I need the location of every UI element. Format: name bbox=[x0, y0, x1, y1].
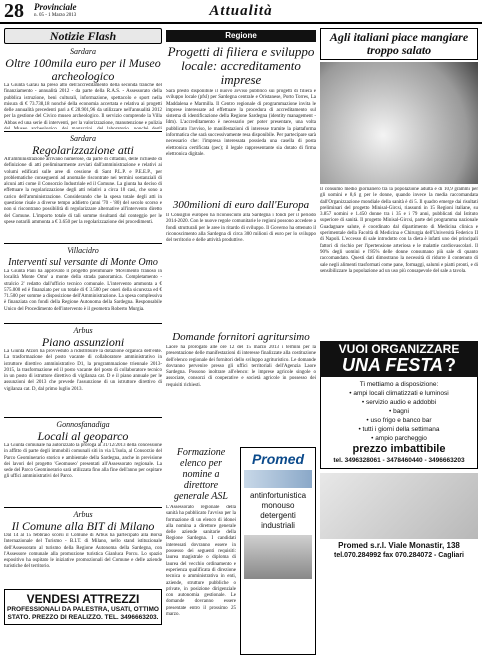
section-title: Attualità bbox=[209, 3, 273, 19]
article-text: Il Consiglio europeo ha riconosciuto alla Sardegna i fondi per il periodo 2014-2020. Con le nuove regole comunitarie le regioni possono accedere a fondi strutturali per le aree in ritardo di sviluppo. Il Governo ha ottenuto il riconoscimento alla Sardegna di circa 300 milioni di euro per lo sviluppo del territorio e delle attività produttive. bbox=[166, 213, 316, 244]
salt-title: Agli italiani piace mangiare troppo salato bbox=[329, 30, 469, 57]
festa-line: • ampio parcheggio bbox=[371, 435, 427, 442]
festa-phone: tel. 3496328061 - 3478460440 - 3496663203 bbox=[333, 457, 465, 464]
festa-line: Ti mettiamo a disposizione: bbox=[359, 381, 439, 388]
item-title: Il Comune alla BIT di Milano bbox=[11, 519, 155, 533]
product-image bbox=[244, 470, 312, 488]
item-place: Arbus bbox=[73, 510, 93, 519]
promed-line: detergenti bbox=[260, 511, 296, 520]
item-text: La Giunta Garau ha preso atto dell'accreditamento della seconda tranche del finanziamento - annualità 2012 - da parte della R.A.S. - Assessorato della pubblica istruzione, beni culturali, informazione, spettacolo e sport nella misura di € 73.738,18 nonché della economia accertata e relativa ai progetti delle annualità precedenti pari a € 28.901,96 da utilizzare nell'annualità 2012 per la gestione del Civico museo archeologico. Il servizio comprende la Villa Abbas ed una serie di interventi, per la valorizzazione, manutenzione e pulizia bbox=[4, 83, 162, 126]
divider bbox=[4, 323, 162, 324]
item-text: La Giunta comunale ha autorizzato la proroga al 31/12/2013 della concessione in affitto di parte degli immobili comunali siti in via L'Isola, al Consorzio del Parco Geominerario storico e ambientale della Sardegna, anche in previsione dei lavori del progetto 'Geomuseo' presentati all'Assessorato regionale. La sede del Parco Geominerario sarà utilizzata fino alla fine dell'anno per ospitare gli uffici amministrativi del Parco. bbox=[4, 443, 162, 480]
festa-price: prezzo imbattibile bbox=[352, 443, 446, 455]
divider bbox=[4, 131, 162, 132]
item-text: La Giunta Pani ha approvato il progetto preliminare 'Movimento franoso in località Monte Omo' a monte della strada panoramica. Completamento - stralcio 2' redatto dall'ufficio tecnico comunale. L'intervento ammonta a € 575.000 ed è finanziato per un totale di € 3.500 per oneri della sicurezza ed € 71.500 per somme a disposizione dell'Amministrazione. La spesa complessiva è finanziata con fondi della Regione Autonoma della Sardegna. Responsabile Unico del Procedimento dell'intervento è il geometra Roberto Murgia. bbox=[4, 269, 162, 312]
asl-text: L'Assessorato regionale della sanità ha pubblicato l'avviso per la formazione di un elenco di idonei alla nomina a direttore generale delle aziende sanitarie della Regione Sardegna. I candidati interessati dovranno essere in possesso dei seguenti requisiti: laurea magistrale o diploma di laurea del vecchio ordinamento e esperienza qualificata di direzione tecnica o amministrativa in enti, aziende, strutture pubbliche o private, in posizione dirigenziale con autonomia gestionale. Le domande dovranno essere presentate entro il prossimo 25 marzo. bbox=[166, 505, 236, 618]
festa-title-3: ? bbox=[445, 355, 456, 375]
festa-title-2: UNA FESTA bbox=[342, 355, 443, 375]
item-title: Interventi sul versante di Monte Omo bbox=[8, 257, 158, 268]
festa-headline bbox=[322, 355, 476, 375]
asl-box bbox=[166, 447, 236, 655]
news-item bbox=[4, 47, 162, 129]
festa-line: • uso frigo e banco bar bbox=[366, 417, 432, 424]
promed-phone: tel.070.284992 fax 070.284072 - Cagliari bbox=[334, 552, 464, 559]
item-place: Sardara bbox=[70, 47, 96, 56]
divider bbox=[4, 417, 162, 418]
festa-line: • ampi locali climatizzati e luminosi bbox=[349, 390, 449, 397]
news-item bbox=[4, 420, 162, 505]
item-text: Dal 14 al 15 febbraio scorsi il Comune di Arbus ha partecipato alla Borsa Internazionale del Turismo - B.I.T. di Milano, nello stand istituzionale dell'Assessorato al turismo della Regione Autonoma della Sardegna, con l'Assessore comunale alla promozione turistica Gianluca Porcu. Lo spazio espositivo ha ospitato le iniziative promozionali del Comune e delle aziende turistiche del territorio. bbox=[4, 533, 162, 570]
article-title: 300milioni di euro dall'Europa bbox=[172, 199, 310, 211]
bottom-row bbox=[166, 447, 316, 655]
festa-line: • bagni bbox=[389, 408, 409, 415]
middle-column bbox=[166, 30, 316, 654]
promed-ad bbox=[240, 447, 316, 655]
promed-line: industriali bbox=[261, 521, 295, 530]
promed-line: antinfortunistica bbox=[249, 491, 307, 500]
festa-line: • tutti i giorni della settimana bbox=[358, 426, 440, 433]
salt-title-box bbox=[320, 28, 478, 60]
right-column bbox=[320, 28, 478, 654]
news-item bbox=[4, 246, 162, 321]
salt-shaker-photo bbox=[320, 62, 478, 184]
page-header bbox=[0, 0, 482, 22]
festa-title-1: VUOI ORGANIZZARE bbox=[338, 342, 460, 356]
promed-products-image bbox=[320, 473, 478, 539]
divider bbox=[4, 243, 162, 244]
festa-details bbox=[320, 377, 478, 469]
festa-line: • servizio audio e addobbi bbox=[361, 399, 437, 406]
item-title: Piano assunzioni bbox=[41, 335, 125, 349]
product-image bbox=[244, 535, 312, 579]
ad-title: VENDESI ATTREZZI bbox=[26, 592, 140, 606]
notizie-flash-banner: Notizie Flash bbox=[4, 28, 162, 44]
promed-logo: Promed bbox=[251, 451, 305, 467]
news-item bbox=[4, 510, 162, 585]
item-text: La Giunta Atzori ha provveduto a ridistribuire la dotazione organica dell'ente. La trasformazione del posto vacante di collaboratore amministrativo in istruttore direttivo amministrativo D1, la programmazione triennale 2013-2015, la trasformazione ed il posto vacante del posto di collaboratore tecnico in un posto di istruttore direttivo di vigilanza cat. D e il piano annuale per le assunzioni del 2013 che prevede l'assunzione di un istruttore direttivo di vigilanza cat. D, dal primo luglio 2013. bbox=[4, 349, 162, 392]
festa-ad bbox=[320, 341, 478, 377]
article-title: Progetti di filiera e sviluppo locale: accreditamento imprese bbox=[167, 44, 315, 87]
item-title: Locali al geoparco bbox=[37, 429, 129, 443]
ad-text: PROFESSIONALI DA PALESTRA, USATI, OTTIMO STATO. PREZZO DI REALIZZO. TEL. 3496663203. bbox=[7, 606, 159, 621]
item-place: Sardara bbox=[70, 134, 96, 143]
item-title: Oltre 100mila euro per il Museo archeologico bbox=[5, 56, 161, 83]
promed-line: monouso bbox=[261, 501, 295, 510]
article-title: Domande fornitori agritursimo bbox=[172, 331, 310, 343]
item-place: Arbus bbox=[73, 326, 93, 335]
item-title: Regolarizzazione atti bbox=[32, 143, 134, 157]
promed-contact bbox=[320, 541, 478, 560]
news-item bbox=[4, 326, 162, 415]
left-column bbox=[4, 28, 162, 654]
item-text: All'amministrazione arrivano numerose, da parte di cittadini, delle richieste di definizione di atti preliminarmente avviati dall'amministrazione e relativi ai volumi edificati sulle aree di cessione di Sant P.L.P. e P.E.E.P., per problematiche conseguenti ad anomalie riscontrate nei termini sostanziali di alcuni atti come il Consorzio Industriale ed il Comune. La giunta ha deciso di effettuare la regolarizzazione degli atti relativi a circa 10 casi, che sono a carico dell'amministrazione. Considerando che la spesa totale degli atti in questione risale a diverse tempo addietro (anni '70 - '80) del secolo scorso e non si riscontrano possibilità di regolarizzare alternative all'intervento diretto del Comune. L'importo totale di tali somme risultanti dal conteggio per le spese notarili ammonta a € 3.650 per la regolarizzazione dei procedimenti. bbox=[4, 157, 162, 225]
newspaper-logo: Provinciale bbox=[34, 2, 77, 12]
divider bbox=[4, 507, 162, 508]
header-rule bbox=[0, 22, 482, 24]
issue-date: n. 05 - 1 Marzo 2013 bbox=[34, 13, 77, 18]
page-number: 28 bbox=[4, 0, 24, 22]
classified-ad bbox=[4, 589, 162, 625]
regione-tab: Regione bbox=[166, 30, 316, 42]
news-item bbox=[4, 134, 162, 241]
salt-text: Il consumo medio giornaliero tra la popolazione adulta è di 10,9 grammi per gli uomini e 8,6 g per le donne, quando invece la media raccomandata dall'Organizzazione mondiale della sanità è di 5. Il quadro emerge dai risultati preliminari del progetto Minisal-Gircsi, riassunti in 15 Regioni italiane, su 3.857 uomini e 1.450 donne tra i 35 e i 79 anni, pubblicati dal Istituto superiore di sanità. Il progetto Minisal-Gircsi, parte del programma nazionale Guadagnare salute, è coordinato dal dipartimento di Medicina clinica e sperimentale della Facoltà di Medicina e Chirurgia dell'Università Federico II di Napoli. L'eccesso di sale introdotto con la dieta è infatti uno dei principali fattori di rischio per l'ipertensione arteriosa e le malattie cardiovascolari. Il 90% degli uomini e l'85% delle donne consumano più sale di quanto raccomandato. Questi dati dimostrano la necessità di ridurre il contenuto di sale negli alimenti trasformati come pane, formaggi, salumi e piatti pronti, e di sensibilizzare la popolazione ad un uso più consapevole del sale a tavola. bbox=[320, 187, 478, 274]
promed-address: Promed s.r.l. Viale Monastir, 138 bbox=[338, 541, 460, 550]
article-text: Laore ha prorogato alle ore 12 del 15 marzo 2013 i termini per la presentazione delle manifestazioni di interesse finalizzate alla costituzione dell'elenco regionale dei fornitori dello sviluppo agrituristico. Le domande dovranno pervenire presso gli uffici territoriali dell'Agenzia Laore Sardegna. Possono inoltrare all'elenco: le imprese agricole singole o associate, consorzi di cooperative e società agricole in possesso dei requisiti richiesti. bbox=[166, 345, 316, 388]
article-text: Sarà presto disponibile il nuovo avviso pubblico sui progetti di filiera e sviluppo locale (pfsl) per Sardegna centrale e Oristanese, Porto Torres, La Maddalena e Marmilla. Il Centro regionale di programmazione invita le imprese interessate ad effettuare la procedura di accreditamento sul sistema di identificazione della Regione Sardegna (identity management - Idm). L'accreditamento è necessario per poter presentare, una volta pubblicato l'avviso, le manifestazioni di interesse tramite la piattaforma informatica che sarà successivamente resa disponibile. Per partecipare sarà necessario che: l'impresa interessata possieda una casella di posta elettronica certificata (pec); il legale rappresentante sia dotato di firma elettronica digitale. bbox=[166, 89, 316, 157]
item-place: Gonnosfanadiga bbox=[56, 420, 110, 429]
item-place: Villacidro bbox=[67, 246, 99, 255]
asl-title: Formazione elenco per nomine a direttore generale ASL bbox=[174, 447, 228, 502]
